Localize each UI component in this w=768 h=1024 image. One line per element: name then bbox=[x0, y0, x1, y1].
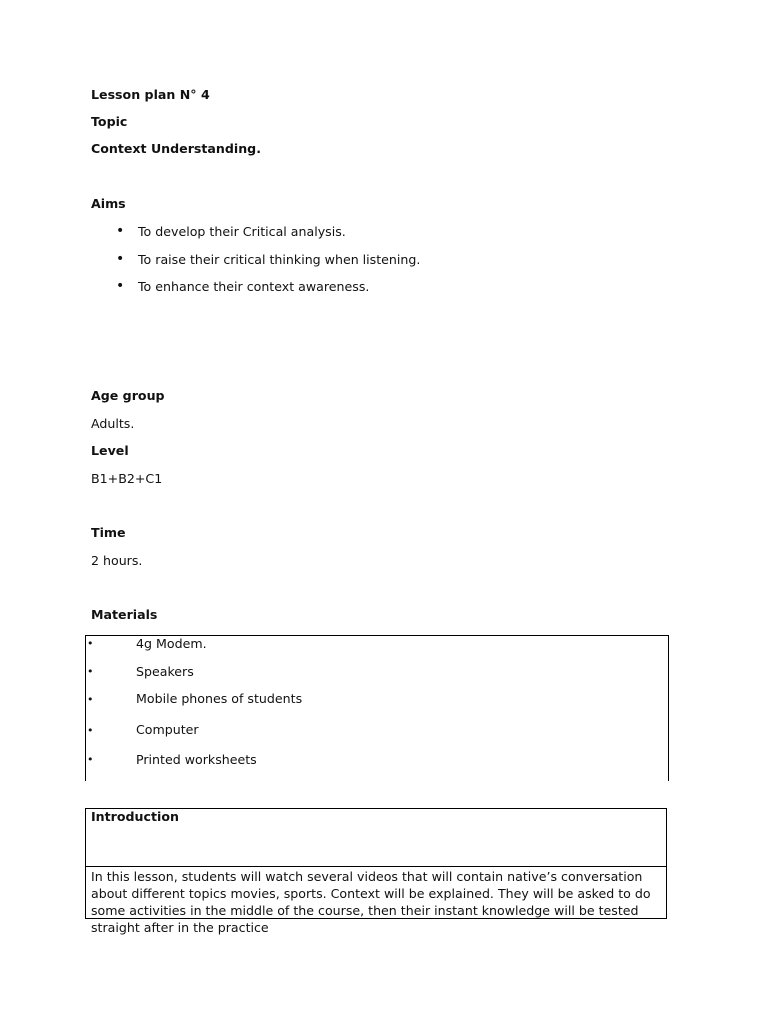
aim-bullet: • bbox=[116, 278, 125, 294]
level-value: B1+B2+C1 bbox=[91, 471, 163, 486]
level-label: Level bbox=[91, 443, 129, 458]
introduction-divider bbox=[85, 866, 667, 867]
aims-label: Aims bbox=[91, 196, 126, 211]
material-bullet: • bbox=[87, 724, 94, 737]
material-item: Speakers bbox=[136, 664, 194, 679]
time-label: Time bbox=[91, 525, 126, 540]
lesson-title: Lesson plan N° 4 bbox=[91, 87, 210, 102]
material-bullet: • bbox=[87, 693, 94, 706]
aim-item: To develop their Critical analysis. bbox=[138, 224, 346, 239]
material-bullet: • bbox=[87, 637, 94, 650]
material-item: 4g Modem. bbox=[136, 636, 207, 651]
age-group-value: Adults. bbox=[91, 416, 135, 431]
age-group-label: Age group bbox=[91, 388, 165, 403]
introduction-heading: Introduction bbox=[91, 809, 179, 824]
material-bullet: • bbox=[87, 753, 94, 766]
aim-bullet: • bbox=[116, 251, 125, 267]
time-value: 2 hours. bbox=[91, 553, 143, 568]
material-item: Printed worksheets bbox=[136, 752, 257, 767]
introduction-body: In this lesson, students will watch several videos that will contain native’s conversation about different topics movies, sports. Context will be explained. They will be asked to do some activities in the middle of the course, then their instant knowledge will be tested straight after in the practice bbox=[91, 869, 651, 935]
topic-label: Topic bbox=[91, 114, 128, 129]
aim-item: To enhance their context awareness. bbox=[138, 279, 370, 294]
materials-label: Materials bbox=[91, 607, 158, 622]
material-item: Computer bbox=[136, 722, 199, 737]
material-item: Mobile phones of students bbox=[136, 691, 303, 706]
aim-bullet: • bbox=[116, 223, 125, 239]
material-bullet: • bbox=[87, 665, 94, 678]
topic-value: Context Understanding. bbox=[91, 141, 261, 156]
aim-item: To raise their critical thinking when listening. bbox=[138, 252, 421, 267]
